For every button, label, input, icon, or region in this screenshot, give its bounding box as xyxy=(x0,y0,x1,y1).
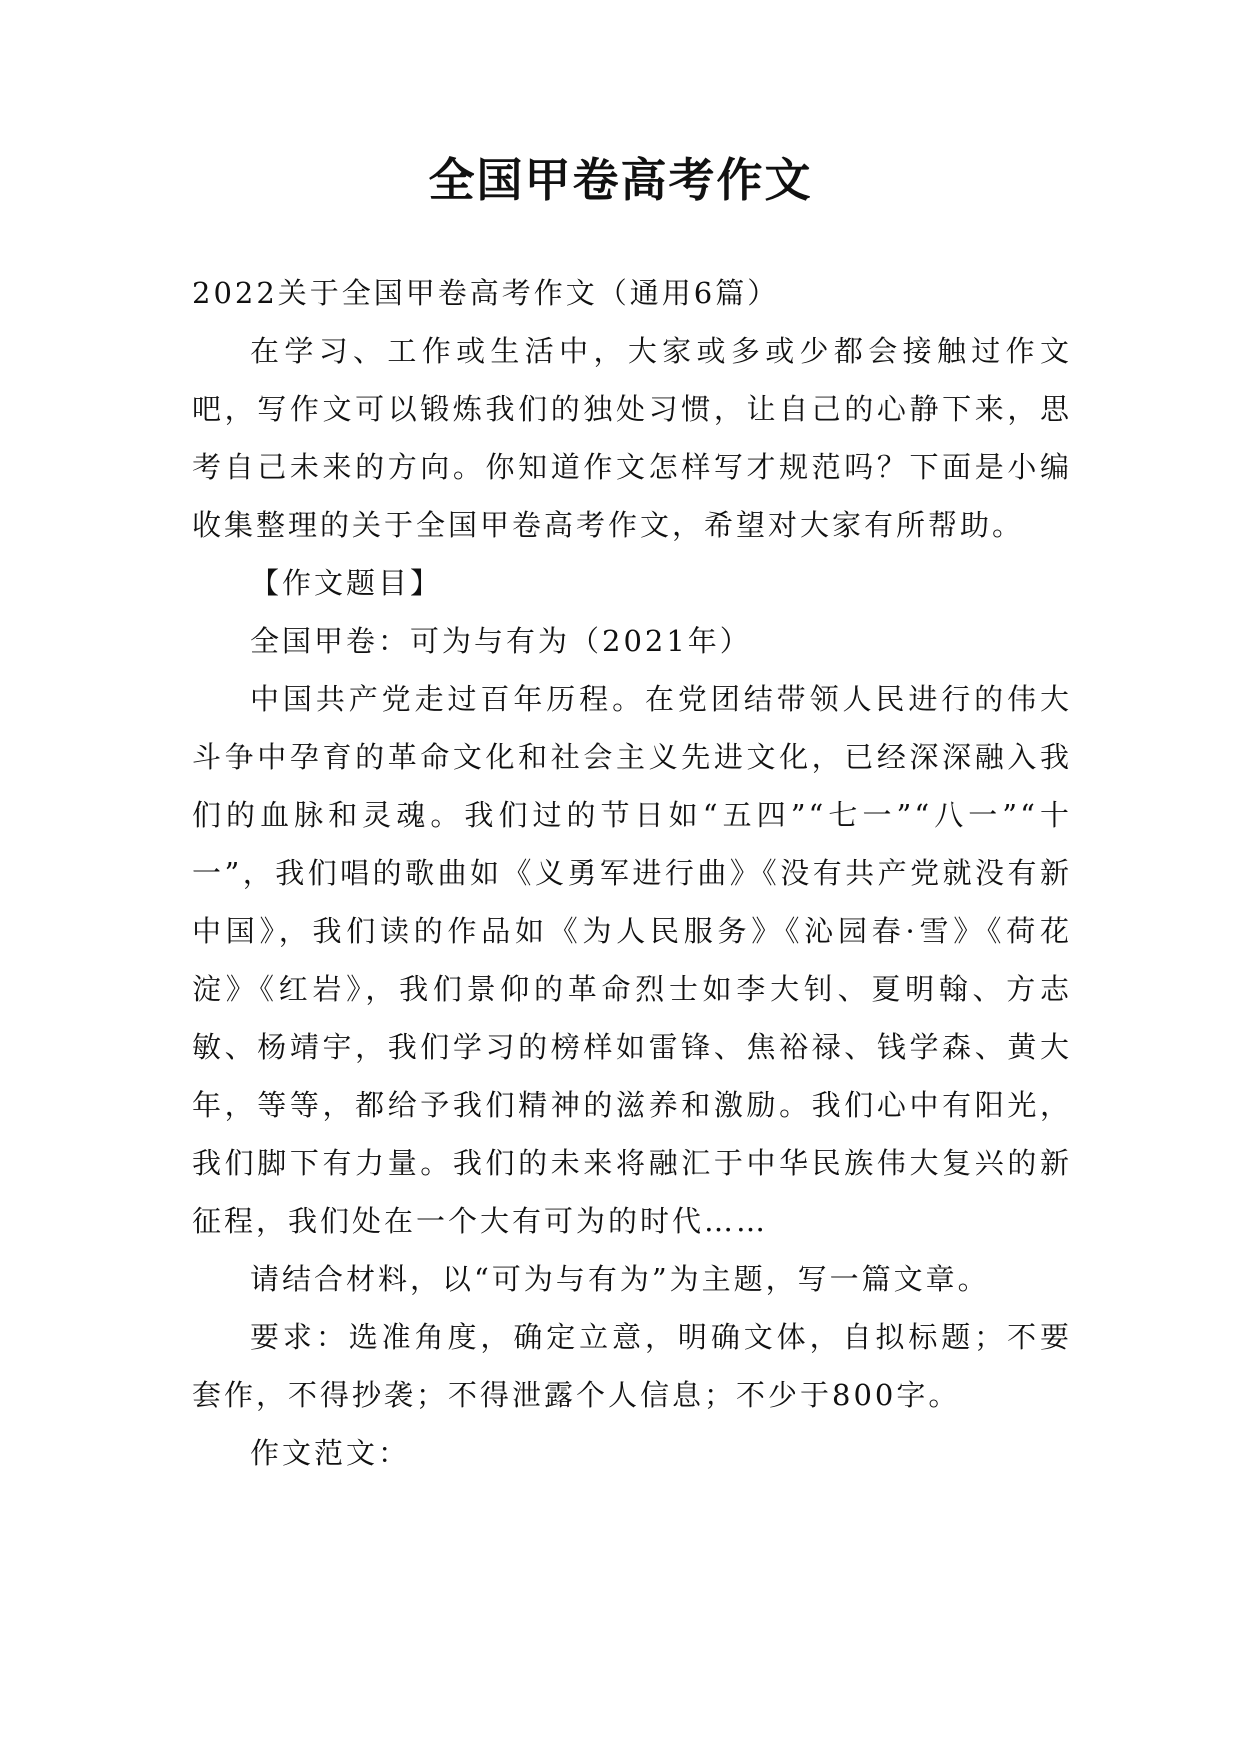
sample-label: 作文范文： xyxy=(250,1436,411,1470)
intro-paragraph: 在学习、工作或生活中，大家或多或少都会接触过作文吧，写作文可以锻炼我们的独处习惯，让自己的心静下来，思考自己未来的方向。你知道作文怎样写才规范吗？下面是小编收集整理的关于全国甲卷高考作文，希望对大家有所帮助。 xyxy=(192,334,1072,542)
document-subtitle: 2022关于全国甲卷高考作文（通用6篇） xyxy=(192,276,780,310)
requirements-paragraph: 要求：选准角度，确定立意，明确文体，自拟标题；不要套作，不得抄袭；不得泄露个人信息；不少于800字。 xyxy=(192,1320,1072,1412)
material-paragraph: 中国共产党走过百年历程。在党团结带领人民进行的伟大斗争中孕育的革命文化和社会主义先进文化，已经深深融入我们的血脉和灵魂。我们过的节日如“五四”“七一”“八一”“十一”，我们唱的歌曲如《义勇军进行曲》《没有共产党就没有新中国》，我们读的作品如《为人民服务》《沁园春·雪》《荷花淀》《红岩》，我们景仰的革命烈士如李大钊、夏明翰、方志敏、杨靖宇，我们学习的榜样如雷锋、焦裕禄、钱学森、黄大年，等等，都给予我们精神的滋养和激励。我们心中有阳光，我们脚下有力量。我们的未来将融汇于中华民族伟大复兴的新征程，我们处在一个大有可为的时代…… xyxy=(192,682,1072,1238)
section-heading: 【作文题目】 xyxy=(250,566,443,600)
document-body xyxy=(192,264,1072,1482)
instruction-paragraph: 请结合材料，以“可为与有为”为主题，写一篇文章。 xyxy=(250,1262,990,1296)
prompt-title: 全国甲卷：可为与有为（2021年） xyxy=(250,624,752,658)
document-title: 全国甲卷高考作文 xyxy=(428,153,813,207)
